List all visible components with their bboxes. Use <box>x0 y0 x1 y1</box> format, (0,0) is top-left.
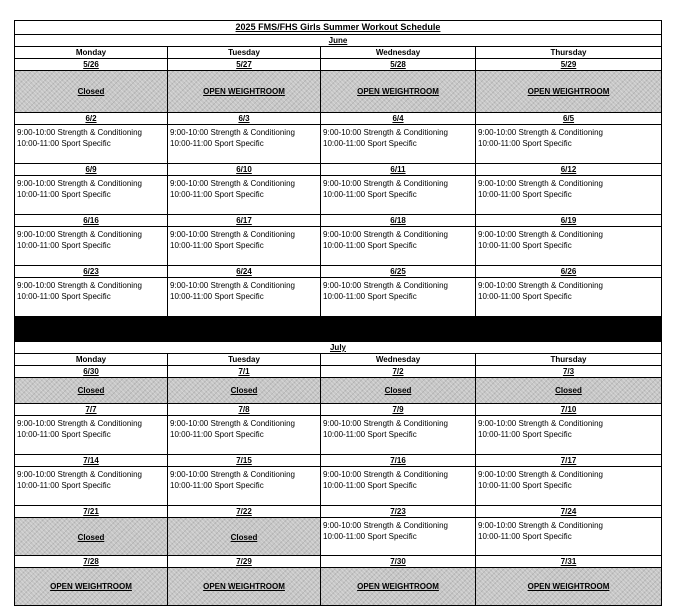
schedule-title: 2025 FMS/FHS Girls Summer Workout Schedule <box>235 22 441 32</box>
workout-cell <box>168 176 321 214</box>
date-label: 7/24 <box>560 507 577 516</box>
day-content-row <box>15 467 661 506</box>
date-label: 6/5 <box>562 114 575 123</box>
sport-specific-text: 10:00-11:00 Sport Specific <box>478 430 572 439</box>
workout-cell <box>476 125 661 163</box>
strength-conditioning-text: 9:00-10:00 Strength & Conditioning <box>170 179 295 188</box>
strength-conditioning-text: 9:00-10:00 Strength & Conditioning <box>478 179 603 188</box>
strength-conditioning-text: 9:00-10:00 Strength & Conditioning <box>170 128 295 137</box>
strength-conditioning-text: 9:00-10:00 Strength & Conditioning <box>323 128 448 137</box>
open-weightroom-label: OPEN WEIGHTROOM <box>357 87 439 96</box>
date-label: 7/2 <box>321 366 476 377</box>
workout-cell <box>321 176 476 214</box>
sport-specific-text: 10:00-11:00 Sport Specific <box>17 481 111 490</box>
date-label: 7/3 <box>562 367 575 376</box>
open-weightroom-label: OPEN WEIGHTROOM <box>203 87 285 96</box>
date-label: 6/30 <box>15 366 168 377</box>
open-weightroom-label: OPEN WEIGHTROOM <box>527 582 610 591</box>
sport-specific-text: 10:00-11:00 Sport Specific <box>323 190 417 199</box>
date-label: 7/1 <box>168 366 321 377</box>
strength-conditioning-text: 9:00-10:00 Strength & Conditioning <box>17 128 142 137</box>
workout-cell <box>476 518 661 555</box>
sport-specific-text: 10:00-11:00 Sport Specific <box>170 430 264 439</box>
day-content-row <box>15 176 661 215</box>
day-content-row <box>15 125 661 164</box>
open-weightroom-label: OPEN WEIGHTROOM <box>50 582 132 591</box>
strength-conditioning-text: 9:00-10:00 Strength & Conditioning <box>478 281 603 290</box>
day-content-row <box>15 227 661 266</box>
date-label: 6/26 <box>560 267 577 276</box>
closed-label: Closed <box>230 386 258 395</box>
workout-cell <box>15 467 168 505</box>
date-label: 7/23 <box>321 506 476 517</box>
day-content-row <box>15 71 661 113</box>
date-label: 6/9 <box>15 164 168 175</box>
july-day-header-row <box>15 354 661 366</box>
date-row <box>15 506 661 518</box>
sport-specific-text: 10:00-11:00 Sport Specific <box>478 532 572 541</box>
date-label: 6/17 <box>168 215 321 226</box>
strength-conditioning-text: 9:00-10:00 Strength & Conditioning <box>323 470 448 479</box>
open-weightroom-cell <box>168 568 321 605</box>
workout-cell <box>15 176 168 214</box>
date-label: 6/12 <box>560 165 577 174</box>
month-label-july: July <box>329 343 346 352</box>
open-weightroom-cell <box>476 568 661 605</box>
workout-cell <box>476 416 661 454</box>
date-label: 7/9 <box>321 404 476 415</box>
sport-specific-text: 10:00-11:00 Sport Specific <box>323 532 417 541</box>
sport-specific-text: 10:00-11:00 Sport Specific <box>323 241 417 250</box>
date-row <box>15 366 661 378</box>
workout-cell <box>321 416 476 454</box>
workout-cell <box>321 125 476 163</box>
strength-conditioning-text: 9:00-10:00 Strength & Conditioning <box>323 179 448 188</box>
strength-conditioning-text: 9:00-10:00 Strength & Conditioning <box>170 281 295 290</box>
sport-specific-text: 10:00-11:00 Sport Specific <box>478 241 572 250</box>
date-label: 7/10 <box>560 405 577 414</box>
date-label: 7/28 <box>15 556 168 567</box>
strength-conditioning-text: 9:00-10:00 Strength & Conditioning <box>17 179 142 188</box>
sport-specific-text: 10:00-11:00 Sport Specific <box>17 292 111 301</box>
sport-specific-text: 10:00-11:00 Sport Specific <box>17 139 111 148</box>
sport-specific-text: 10:00-11:00 Sport Specific <box>478 190 572 199</box>
workout-cell <box>168 278 321 316</box>
date-label: 6/3 <box>168 113 321 124</box>
sport-specific-text: 10:00-11:00 Sport Specific <box>170 139 264 148</box>
strength-conditioning-text: 9:00-10:00 Strength & Conditioning <box>323 521 448 530</box>
sport-specific-text: 10:00-11:00 Sport Specific <box>170 292 264 301</box>
open-weightroom-cell <box>321 71 476 112</box>
date-row <box>15 215 661 227</box>
open-weightroom-cell <box>15 568 168 605</box>
workout-cell <box>168 416 321 454</box>
strength-conditioning-text: 9:00-10:00 Strength & Conditioning <box>478 521 603 530</box>
strength-conditioning-text: 9:00-10:00 Strength & Conditioning <box>478 419 603 428</box>
strength-conditioning-text: 9:00-10:00 Strength & Conditioning <box>17 230 142 239</box>
strength-conditioning-text: 9:00-10:00 Strength & Conditioning <box>17 281 142 290</box>
day-content-row <box>15 378 661 404</box>
date-row <box>15 556 661 568</box>
date-label: 7/8 <box>168 404 321 415</box>
date-label: 6/24 <box>168 266 321 277</box>
sport-specific-text: 10:00-11:00 Sport Specific <box>170 241 264 250</box>
date-label: 7/22 <box>168 506 321 517</box>
date-label: 7/31 <box>560 557 577 566</box>
closed-cell <box>168 378 321 403</box>
workout-cell <box>15 278 168 316</box>
date-label: 5/27 <box>168 59 321 70</box>
workout-cell <box>15 125 168 163</box>
date-label: 6/4 <box>321 113 476 124</box>
day-content-row <box>15 518 661 556</box>
date-label: 6/11 <box>321 164 476 175</box>
open-weightroom-label: OPEN WEIGHTROOM <box>203 582 285 591</box>
strength-conditioning-text: 9:00-10:00 Strength & Conditioning <box>323 230 448 239</box>
date-label: 7/15 <box>168 455 321 466</box>
date-label: 7/21 <box>15 506 168 517</box>
open-weightroom-label: OPEN WEIGHTROOM <box>357 582 439 591</box>
closed-label: Closed <box>384 386 412 395</box>
july-month-row <box>15 342 661 354</box>
strength-conditioning-text: 9:00-10:00 Strength & Conditioning <box>17 470 142 479</box>
workout-cell <box>168 125 321 163</box>
closed-label: Closed <box>230 533 258 542</box>
sport-specific-text: 10:00-11:00 Sport Specific <box>170 481 264 490</box>
date-label: 5/28 <box>321 59 476 70</box>
date-row <box>15 113 661 125</box>
date-label: 7/17 <box>560 456 577 465</box>
day-header-thursday: Thursday <box>550 355 587 364</box>
workout-cell <box>15 416 168 454</box>
date-row <box>15 455 661 467</box>
sport-specific-text: 10:00-11:00 Sport Specific <box>478 481 572 490</box>
date-label: 7/7 <box>15 404 168 415</box>
date-label: 7/16 <box>321 455 476 466</box>
workout-cell <box>15 227 168 265</box>
sport-specific-text: 10:00-11:00 Sport Specific <box>323 430 417 439</box>
strength-conditioning-text: 9:00-10:00 Strength & Conditioning <box>170 419 295 428</box>
workout-cell <box>321 518 476 555</box>
day-content-row <box>15 416 661 455</box>
workout-cell <box>321 227 476 265</box>
day-header-monday: Monday <box>15 354 168 365</box>
sport-specific-text: 10:00-11:00 Sport Specific <box>170 190 264 199</box>
june-day-header-row <box>15 47 661 59</box>
day-header-wednesday: Wednesday <box>321 47 476 58</box>
sport-specific-text: 10:00-11:00 Sport Specific <box>17 241 111 250</box>
workout-schedule-table <box>14 20 662 606</box>
title-row <box>15 21 661 35</box>
closed-label: Closed <box>77 533 105 542</box>
month-divider-row <box>15 317 661 342</box>
date-label: 7/30 <box>321 556 476 567</box>
strength-conditioning-text: 9:00-10:00 Strength & Conditioning <box>170 470 295 479</box>
strength-conditioning-text: 9:00-10:00 Strength & Conditioning <box>323 281 448 290</box>
closed-cell <box>15 71 168 112</box>
workout-cell <box>321 278 476 316</box>
date-label: 6/18 <box>321 215 476 226</box>
workout-cell <box>321 467 476 505</box>
date-label: 5/29 <box>560 60 577 69</box>
open-weightroom-label: OPEN WEIGHTROOM <box>527 87 610 96</box>
date-label: 5/26 <box>15 59 168 70</box>
month-label-june: June <box>328 36 348 45</box>
day-content-row <box>15 568 661 605</box>
strength-conditioning-text: 9:00-10:00 Strength & Conditioning <box>478 470 603 479</box>
strength-conditioning-text: 9:00-10:00 Strength & Conditioning <box>478 128 603 137</box>
workout-cell <box>168 227 321 265</box>
date-label: 7/14 <box>15 455 168 466</box>
workout-cell <box>476 467 661 505</box>
strength-conditioning-text: 9:00-10:00 Strength & Conditioning <box>170 230 295 239</box>
date-row <box>15 59 661 71</box>
date-row <box>15 266 661 278</box>
sport-specific-text: 10:00-11:00 Sport Specific <box>323 139 417 148</box>
sport-specific-text: 10:00-11:00 Sport Specific <box>323 292 417 301</box>
workout-cell <box>476 278 661 316</box>
day-content-row <box>15 278 661 317</box>
date-label: 6/19 <box>560 216 577 225</box>
open-weightroom-cell <box>476 71 661 112</box>
sport-specific-text: 10:00-11:00 Sport Specific <box>323 481 417 490</box>
strength-conditioning-text: 9:00-10:00 Strength & Conditioning <box>323 419 448 428</box>
date-row <box>15 164 661 176</box>
date-label: 6/16 <box>15 215 168 226</box>
closed-cell <box>15 378 168 403</box>
strength-conditioning-text: 9:00-10:00 Strength & Conditioning <box>478 230 603 239</box>
open-weightroom-cell <box>321 568 476 605</box>
closed-cell <box>476 378 661 403</box>
closed-label: Closed <box>555 386 582 395</box>
closed-label: Closed <box>77 386 105 395</box>
sport-specific-text: 10:00-11:00 Sport Specific <box>478 292 572 301</box>
day-header-monday: Monday <box>15 47 168 58</box>
date-label: 6/10 <box>168 164 321 175</box>
day-header-thursday: Thursday <box>550 48 587 57</box>
date-label: 6/2 <box>15 113 168 124</box>
date-label: 6/25 <box>321 266 476 277</box>
month-divider-bar <box>15 317 661 341</box>
strength-conditioning-text: 9:00-10:00 Strength & Conditioning <box>17 419 142 428</box>
workout-cell <box>476 227 661 265</box>
date-label: 6/23 <box>15 266 168 277</box>
date-label: 7/29 <box>168 556 321 567</box>
date-row <box>15 404 661 416</box>
workout-cell <box>476 176 661 214</box>
june-month-row <box>15 35 661 47</box>
open-weightroom-cell <box>168 71 321 112</box>
closed-cell <box>321 378 476 403</box>
sport-specific-text: 10:00-11:00 Sport Specific <box>17 190 111 199</box>
workout-cell <box>168 467 321 505</box>
closed-cell <box>15 518 168 555</box>
day-header-wednesday: Wednesday <box>321 354 476 365</box>
closed-label: Closed <box>77 87 105 96</box>
day-header-tuesday: Tuesday <box>168 47 321 58</box>
closed-cell <box>168 518 321 555</box>
sport-specific-text: 10:00-11:00 Sport Specific <box>17 430 111 439</box>
sport-specific-text: 10:00-11:00 Sport Specific <box>478 139 572 148</box>
day-header-tuesday: Tuesday <box>168 354 321 365</box>
